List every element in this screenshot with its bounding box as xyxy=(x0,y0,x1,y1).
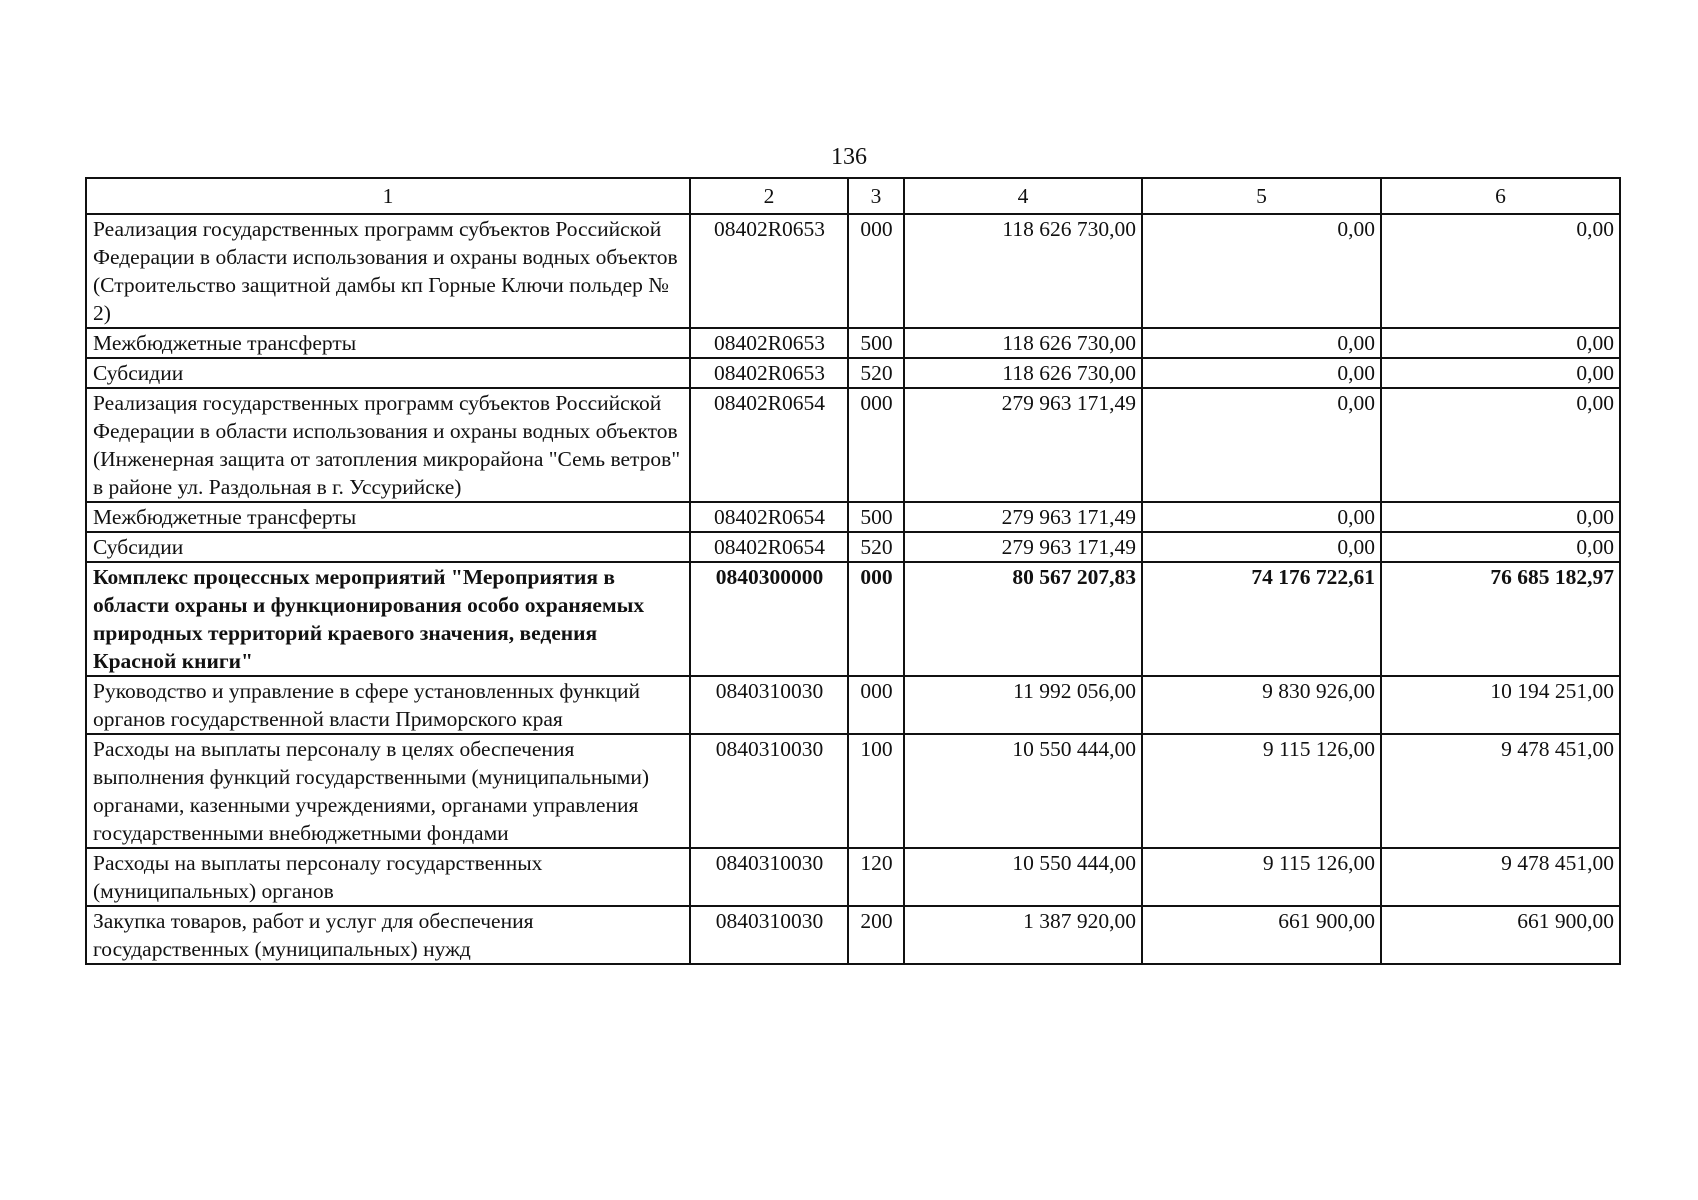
row-name: Расходы на выплаты персоналу в целях обеспечения выполнения функций государственными (муниципальными) органами, казенными учреждениями, органами управления государственными внебюджетными фондами xyxy=(86,734,690,848)
table-row xyxy=(86,388,1620,502)
row-code: 08402R0654 xyxy=(690,502,848,532)
table-row xyxy=(86,358,1620,388)
row-expense-type: 000 xyxy=(848,562,904,676)
column-header-amount-1: 4 xyxy=(904,178,1142,214)
row-amount-2: 74 176 722,61 xyxy=(1142,562,1381,676)
row-code: 0840300000 xyxy=(690,562,848,676)
row-amount-3: 0,00 xyxy=(1381,502,1620,532)
column-header-amount-2: 5 xyxy=(1142,178,1381,214)
row-amount-3: 0,00 xyxy=(1381,328,1620,358)
row-amount-1: 118 626 730,00 xyxy=(904,358,1142,388)
row-expense-type: 000 xyxy=(848,388,904,502)
row-name: Закупка товаров, работ и услуг для обеспечения государственных (муниципальных) нужд xyxy=(86,906,690,964)
row-expense-type: 500 xyxy=(848,502,904,532)
row-amount-1: 118 626 730,00 xyxy=(904,214,1142,328)
column-header-code: 2 xyxy=(690,178,848,214)
row-name: Реализация государственных программ субъектов Российской Федерации в области использования и охраны водных объектов (Строительство защитной дамбы кп Горные Ключи польдер № 2) xyxy=(86,214,690,328)
row-amount-1: 10 550 444,00 xyxy=(904,848,1142,906)
table-row xyxy=(86,532,1620,562)
row-amount-2: 0,00 xyxy=(1142,502,1381,532)
row-amount-3: 0,00 xyxy=(1381,358,1620,388)
row-code: 0840310030 xyxy=(690,676,848,734)
column-header-name: 1 xyxy=(86,178,690,214)
row-expense-type: 000 xyxy=(848,676,904,734)
row-name: Руководство и управление в сфере установленных функций органов государственной власти Приморского края xyxy=(86,676,690,734)
table-row xyxy=(86,328,1620,358)
row-amount-3: 9 478 451,00 xyxy=(1381,734,1620,848)
table-row xyxy=(86,906,1620,964)
row-code: 08402R0653 xyxy=(690,214,848,328)
row-name: Комплекс процессных мероприятий "Мероприятия в области охраны и функционирования особо охраняемых природных территорий краевого значения, ведения Красной книги" xyxy=(86,562,690,676)
row-amount-3: 661 900,00 xyxy=(1381,906,1620,964)
row-amount-2: 0,00 xyxy=(1142,532,1381,562)
row-amount-1: 10 550 444,00 xyxy=(904,734,1142,848)
row-name: Межбюджетные трансферты xyxy=(86,328,690,358)
row-amount-3: 76 685 182,97 xyxy=(1381,562,1620,676)
column-header-amount-3: 6 xyxy=(1381,178,1620,214)
row-amount-2: 0,00 xyxy=(1142,328,1381,358)
row-amount-1: 11 992 056,00 xyxy=(904,676,1142,734)
row-name: Реализация государственных программ субъектов Российской Федерации в области использования и охраны водных объектов (Инженерная защита от затопления микрорайона "Семь ветров" в районе ул. Раздольная в г. Уссурийске) xyxy=(86,388,690,502)
row-amount-3: 0,00 xyxy=(1381,532,1620,562)
row-amount-2: 9 115 126,00 xyxy=(1142,848,1381,906)
table-header xyxy=(86,178,1620,214)
row-amount-3: 0,00 xyxy=(1381,388,1620,502)
row-amount-2: 0,00 xyxy=(1142,388,1381,502)
row-expense-type: 500 xyxy=(848,328,904,358)
row-expense-type: 100 xyxy=(848,734,904,848)
table-row xyxy=(86,848,1620,906)
row-amount-1: 118 626 730,00 xyxy=(904,328,1142,358)
row-code: 08402R0653 xyxy=(690,328,848,358)
row-expense-type: 520 xyxy=(848,532,904,562)
row-amount-2: 9 830 926,00 xyxy=(1142,676,1381,734)
column-header-expense-type: 3 xyxy=(848,178,904,214)
row-expense-type: 000 xyxy=(848,214,904,328)
table-row xyxy=(86,214,1620,328)
table-row-subtotal xyxy=(86,562,1620,676)
row-expense-type: 520 xyxy=(848,358,904,388)
table-row xyxy=(86,676,1620,734)
table-body xyxy=(86,214,1620,964)
row-code: 08402R0654 xyxy=(690,388,848,502)
row-code: 0840310030 xyxy=(690,906,848,964)
row-name: Субсидии xyxy=(86,532,690,562)
row-amount-2: 0,00 xyxy=(1142,214,1381,328)
row-name: Межбюджетные трансферты xyxy=(86,502,690,532)
row-code: 08402R0653 xyxy=(690,358,848,388)
header-row xyxy=(86,178,1620,214)
row-amount-2: 9 115 126,00 xyxy=(1142,734,1381,848)
table-row xyxy=(86,734,1620,848)
row-expense-type: 200 xyxy=(848,906,904,964)
row-amount-1: 279 963 171,49 xyxy=(904,532,1142,562)
row-amount-3: 9 478 451,00 xyxy=(1381,848,1620,906)
row-name: Расходы на выплаты персоналу государственных (муниципальных) органов xyxy=(86,848,690,906)
row-amount-1: 279 963 171,49 xyxy=(904,388,1142,502)
row-amount-2: 661 900,00 xyxy=(1142,906,1381,964)
row-amount-1: 1 387 920,00 xyxy=(904,906,1142,964)
row-code: 08402R0654 xyxy=(690,532,848,562)
row-amount-3: 0,00 xyxy=(1381,214,1620,328)
row-amount-1: 80 567 207,83 xyxy=(904,562,1142,676)
row-expense-type: 120 xyxy=(848,848,904,906)
table-row xyxy=(86,502,1620,532)
row-amount-2: 0,00 xyxy=(1142,358,1381,388)
row-code: 0840310030 xyxy=(690,734,848,848)
row-name: Субсидии xyxy=(86,358,690,388)
budget-table xyxy=(85,177,1621,965)
row-amount-1: 279 963 171,49 xyxy=(904,502,1142,532)
page-number: 136 xyxy=(831,144,867,170)
row-amount-3: 10 194 251,00 xyxy=(1381,676,1620,734)
row-code: 0840310030 xyxy=(690,848,848,906)
